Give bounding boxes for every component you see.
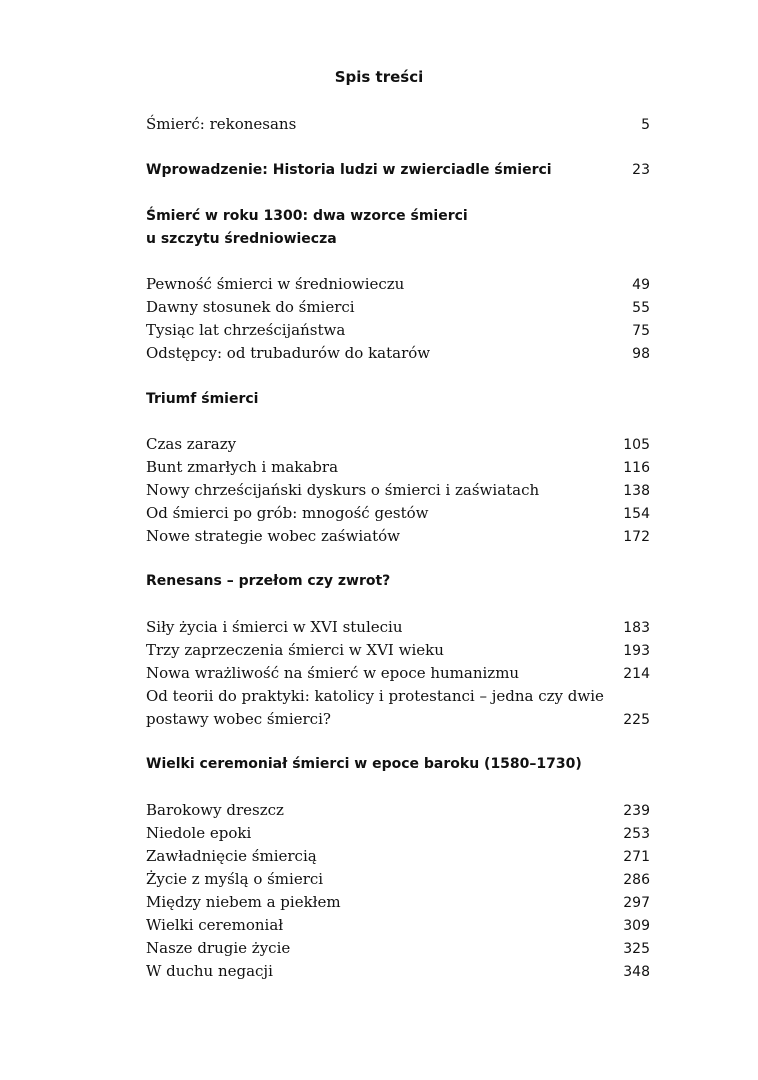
toc-entry-label: Od śmierci po grób: mnogość gestów (146, 504, 429, 522)
toc-entry-label: Zawładnięcie śmiercią (146, 847, 317, 865)
toc-entry-page: 154 (623, 506, 650, 522)
toc-entry-page: 193 (623, 643, 650, 659)
toc-entry-page: 5 (641, 117, 650, 133)
toc-entry-label: postawy wobec śmierci? (146, 710, 331, 728)
toc-entry-label: Wielki ceremoniał (146, 916, 284, 934)
toc-entry (146, 433, 650, 455)
toc-entry (146, 525, 650, 547)
toc-entry-label: Życie z myślą o śmierci (146, 870, 324, 888)
toc-entry (146, 296, 650, 318)
toc-entry-label: Między niebem a piekłem (146, 893, 341, 911)
toc-entry (146, 822, 650, 844)
toc-entry-label: Dawny stosunek do śmierci (146, 298, 355, 316)
toc-entry-label: Tysiąc lat chrześcijaństwa (146, 321, 346, 339)
toc-heading-label: Wprowadzenie: Historia ludzi w zwierciadle śmierci (146, 162, 552, 178)
toc-entry-page: 55 (632, 300, 650, 316)
toc-entry (146, 937, 650, 959)
toc-entry (146, 960, 650, 982)
toc-entry (146, 502, 650, 524)
toc-entry (146, 799, 650, 821)
toc-entry-page: 116 (623, 460, 650, 476)
toc-entry-label: Trzy zaprzeczenia śmierci w XVI wieku (146, 641, 444, 659)
toc-entry-page: 172 (623, 529, 650, 545)
toc-entry (146, 479, 650, 501)
toc-entry-page: 286 (623, 872, 650, 888)
section-heading: Renesans – przełom czy zwrot? (146, 573, 391, 589)
toc-entry-label: Od teorii do praktyki: katolicy i protestanci – jedna czy dwie (146, 687, 604, 705)
toc-entry-page: 75 (632, 323, 650, 339)
toc-heading-entry (146, 159, 650, 181)
toc-entry (146, 456, 650, 478)
section-heading: Śmierć w roku 1300: dwa wzorce śmierci (146, 208, 468, 224)
toc-entry-page: 49 (632, 277, 650, 293)
toc-entry-page: 214 (623, 666, 650, 682)
toc-entry (146, 662, 650, 684)
section-heading: u szczytu średniowiecza (146, 231, 337, 247)
toc-entry-page: 23 (632, 162, 650, 178)
toc-entry-label: Barokowy dreszcz (146, 801, 284, 819)
section-heading: Triumf śmierci (146, 391, 259, 407)
toc-entry-page: 253 (623, 826, 650, 842)
toc-entry (146, 342, 650, 364)
toc-entry-label: Bunt zmarłych i makabra (146, 458, 339, 476)
toc-entry-label: Odstępcy: od trubadurów do katarów (146, 344, 431, 362)
toc-entry (146, 914, 650, 936)
toc-entry-label: Nowa wrażliwość na śmierć w epoce humanizmu (146, 664, 520, 682)
toc-entry (146, 845, 650, 867)
toc-entry-page: 105 (623, 437, 650, 453)
toc-entry (146, 319, 650, 341)
toc-entry-page: 348 (623, 964, 650, 980)
section-heading: Wielki ceremoniał śmierci w epoce baroku (1580–1730) (146, 756, 582, 772)
toc-entry (146, 708, 650, 730)
toc-entry-label: Czas zarazy (146, 435, 237, 453)
toc-entry-page: 309 (623, 918, 650, 934)
toc-entry (146, 113, 650, 135)
toc-entry-page: 239 (623, 803, 650, 819)
toc-entry-label: Nowe strategie wobec zaświatów (146, 527, 400, 545)
toc-entry-page: 98 (632, 346, 650, 362)
toc-entry-label: W duchu negacji (146, 962, 273, 980)
toc-entry-page: 271 (623, 849, 650, 865)
page-title: Spis treści (334, 68, 424, 86)
toc-entry-page: 297 (623, 895, 650, 911)
toc-entry-label: Niedole epoki (146, 824, 252, 842)
toc-entry-label: Nowy chrześcijański dyskurs o śmierci i zaświatach (146, 481, 540, 499)
toc-entry-label: Śmierć: rekonesans (146, 115, 297, 133)
toc-entry-page: 138 (623, 483, 650, 499)
toc-entry-page: 225 (623, 712, 650, 728)
toc-entry-label: Pewność śmierci w średniowieczu (146, 275, 405, 293)
toc-entry-page: 183 (623, 620, 650, 636)
toc-entry (146, 639, 650, 661)
toc-entry-page: 325 (623, 941, 650, 957)
toc-entry (146, 868, 650, 890)
toc-entry-label: Siły życia i śmierci w XVI stuleciu (146, 618, 403, 636)
toc-entry (146, 273, 650, 295)
toc-entry (146, 891, 650, 913)
toc-entry (146, 616, 650, 638)
toc-entry-label: Nasze drugie życie (146, 939, 291, 957)
